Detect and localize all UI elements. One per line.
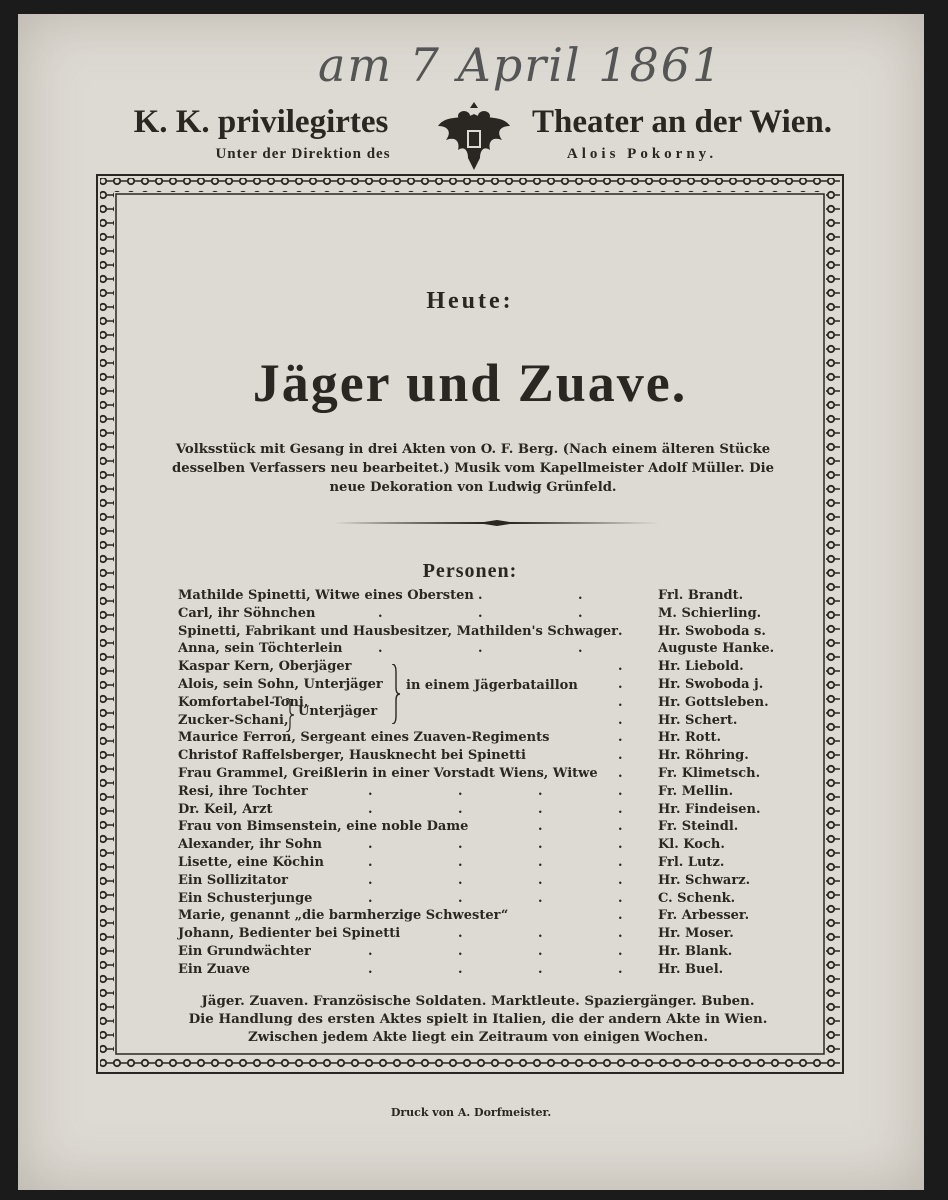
heute-heading: Heute: xyxy=(426,288,514,314)
cast-row: Ein Grundwächter . . . . Hr. Blank. xyxy=(178,943,733,959)
cast-row: Frau Grammel, Greißlerin in einer Vorstadt Wiens, Witwe . Fr. Klimetsch. xyxy=(178,765,761,781)
cast-actor: Hr. Schert. xyxy=(658,712,738,728)
cast-actor: Fr. Mellin. xyxy=(658,783,734,799)
cast-role: Lisette, eine Köchin xyxy=(178,854,324,870)
cast-actor: Hr. Rott. xyxy=(658,730,722,746)
footer-notes xyxy=(158,992,798,1046)
theater-title-right: Theater an der Wien. xyxy=(531,104,833,140)
cast-actor: Kl. Koch. xyxy=(658,837,725,853)
theater-header xyxy=(18,96,924,176)
cast-row: Kaspar Kern, Oberjäger . Hr. Liebold. xyxy=(178,659,744,675)
printer-credit: Druck von A. Dorfmeister. xyxy=(390,1106,552,1119)
cast-role: Alexander, ihr Sohn xyxy=(178,837,322,853)
brace-icon xyxy=(390,664,400,724)
cast-actor: Fr. Steindl. xyxy=(658,819,739,835)
cast-row: Alois, sein Sohn, Unterjäger . Hr. Swoboda j. xyxy=(178,676,764,692)
cast-row: Marie, genannt „die barmherzige Schwester“ . Fr. Arbesser. xyxy=(178,908,750,924)
cast-row: Ein Schusterjunge . . . . C. Schenk. xyxy=(178,890,736,906)
cast-list xyxy=(178,588,778,980)
cast-role: Alois, sein Sohn, Unterjäger xyxy=(178,676,383,692)
cast-role: Johann, Bedienter bei Spinetti xyxy=(178,926,401,942)
cast-actor: Frl. Lutz. xyxy=(658,854,725,870)
cast-actor: M. Schierling. xyxy=(658,605,762,621)
cast-row: Ein Sollizitator . . . . Hr. Schwarz. xyxy=(178,872,751,888)
cast-row: Frau von Bimsenstein, eine noble Dame . . Fr. Steindl. xyxy=(178,819,739,835)
cast-row: Komfortabel-Toni, . Hr. Gottsleben. xyxy=(178,694,769,710)
cast-role: Kaspar Kern, Oberjäger xyxy=(178,659,352,675)
cast-role: Christof Raffelsberger, Hausknecht bei Spinetti xyxy=(178,748,526,764)
cast-actor: Frl. Brandt. xyxy=(658,588,744,603)
personen-heading: Personen: xyxy=(422,560,518,582)
cast-row: Zucker-Schani, . Hr. Schert. xyxy=(178,712,738,728)
cast-role: Dr. Keil, Arzt xyxy=(178,801,273,817)
divider-rule xyxy=(334,520,660,526)
cast-actor: C. Schenk. xyxy=(658,890,736,906)
cast-actor: Auguste Hanke. xyxy=(658,641,775,657)
cast-role: Ein Sollizitator xyxy=(178,872,288,888)
cast-actor: Fr. Klimetsch. xyxy=(658,765,761,781)
cast-actor: Hr. Liebold. xyxy=(658,659,744,675)
cast-role: Zucker-Schani, xyxy=(178,712,289,728)
cast-row: Christof Raffelsberger, Hausknecht bei Spinetti . Hr. Röhring. xyxy=(178,748,749,764)
cast-role: Frau von Bimsenstein, eine noble Dame xyxy=(178,819,469,835)
play-title: Jäger und Zuave. xyxy=(252,353,688,413)
cast-role: Ein Grundwächter xyxy=(178,943,311,959)
theater-title-left: K. K. privilegirtes xyxy=(133,104,389,140)
playbill-paper xyxy=(18,14,924,1190)
cast-row: Dr. Keil, Arzt . . . . Hr. Findeisen. xyxy=(178,801,761,817)
cast-row: Johann, Bedienter bei Spinetti . . . Hr. Moser. xyxy=(178,926,734,942)
playbill-content xyxy=(118,196,822,1052)
play-description: Volksstück mit Gesang in drei Akten von O. F. Berg. (Nach einem älteren Stücke desselben Verfassers neu bearbeitet.) Musik vom Kapellmeister Adolf Müller. Die neue Dekoration von Ludwig Grünfeld. xyxy=(172,442,774,495)
cast-role: Frau Grammel, Greißlerin in einer Vorstadt Wiens, Witwe xyxy=(178,765,598,781)
cast-row: Carl, ihr Söhnchen . . . M. Schierling. xyxy=(178,605,762,621)
group-note-bataillon: in einem Jägerbataillon xyxy=(406,678,578,693)
cast-actor: Hr. Schwarz. xyxy=(658,872,751,888)
ornamental-frame xyxy=(96,174,844,1074)
cast-role: Carl, ihr Söhnchen xyxy=(178,605,316,621)
cast-role: Marie, genannt „die barmherzige Schwester“ xyxy=(178,908,509,924)
cast-actor: Hr. Gottsleben. xyxy=(658,694,769,710)
cast-actor: Hr. Findeisen. xyxy=(658,801,761,817)
director-name: Alois Pokorny. xyxy=(566,146,718,162)
cast-role: Anna, sein Töchterlein xyxy=(178,641,343,657)
cast-row: Spinetti, Fabrikant und Hausbesitzer, Mathilden's Schwager . Hr. Swoboda s. xyxy=(178,623,766,639)
cast-role: Maurice Ferron, Sergeant eines Zuaven-Regiments xyxy=(178,730,550,746)
double-eagle-emblem-icon xyxy=(434,96,514,176)
cast-row: Alexander, ihr Sohn . . . . Kl. Koch. xyxy=(178,837,725,853)
cast-row: Anna, sein Töchterlein . . . Auguste Hanke. xyxy=(178,641,775,657)
cast-row: Mathilde Spinetti, Witwe eines Obersten . . Frl. Brandt. xyxy=(178,588,744,603)
cast-row: Maurice Ferron, Sergeant eines Zuaven-Regiments . Hr. Rott. xyxy=(178,730,722,746)
cast-role: Ein Zuave xyxy=(178,961,251,977)
cast-actor: Hr. Blank. xyxy=(658,943,733,959)
cast-role: Resi, ihre Tochter xyxy=(178,783,308,799)
cast-actor: Hr. Swoboda j. xyxy=(658,676,764,692)
footer-line-1: Jäger. Zuaven. Französische Soldaten. Marktleute. Spaziergänger. Buben. xyxy=(201,993,755,1009)
group-note-unterjaeger: Unterjäger xyxy=(298,704,378,719)
cast-role: Ein Schusterjunge xyxy=(178,890,313,906)
cast-row: Lisette, eine Köchin . . . . Frl. Lutz. xyxy=(178,854,725,870)
cast-actor: Hr. Moser. xyxy=(658,926,734,942)
cast-role: Komfortabel-Toni, xyxy=(178,694,309,710)
cast-actor: Hr. Röhring. xyxy=(658,748,749,764)
cast-role: Mathilde Spinetti, Witwe eines Obersten xyxy=(178,588,474,603)
cast-role: Spinetti, Fabrikant und Hausbesitzer, Mathilden's Schwager xyxy=(178,623,618,639)
footer-line-2: Die Handlung des ersten Aktes spielt in Italien, die der andern Akte in Wien. Zwischen jedem Akte liegt ein Zeitraum von einigen Wochen. xyxy=(188,1011,768,1045)
brace-icon xyxy=(286,698,294,732)
cast-row: Ein Zuave . . . . Hr. Buel. xyxy=(178,961,724,977)
cast-actor: Hr. Swoboda s. xyxy=(658,623,766,639)
cast-actor: Hr. Buel. xyxy=(658,961,724,977)
direction-label: Unter der Direktion des xyxy=(215,146,391,162)
handwritten-date: am 7 April 1861 xyxy=(318,38,724,92)
cast-row: Resi, ihre Tochter . . . . Fr. Mellin. xyxy=(178,783,734,799)
cast-actor: Fr. Arbesser. xyxy=(658,908,750,924)
